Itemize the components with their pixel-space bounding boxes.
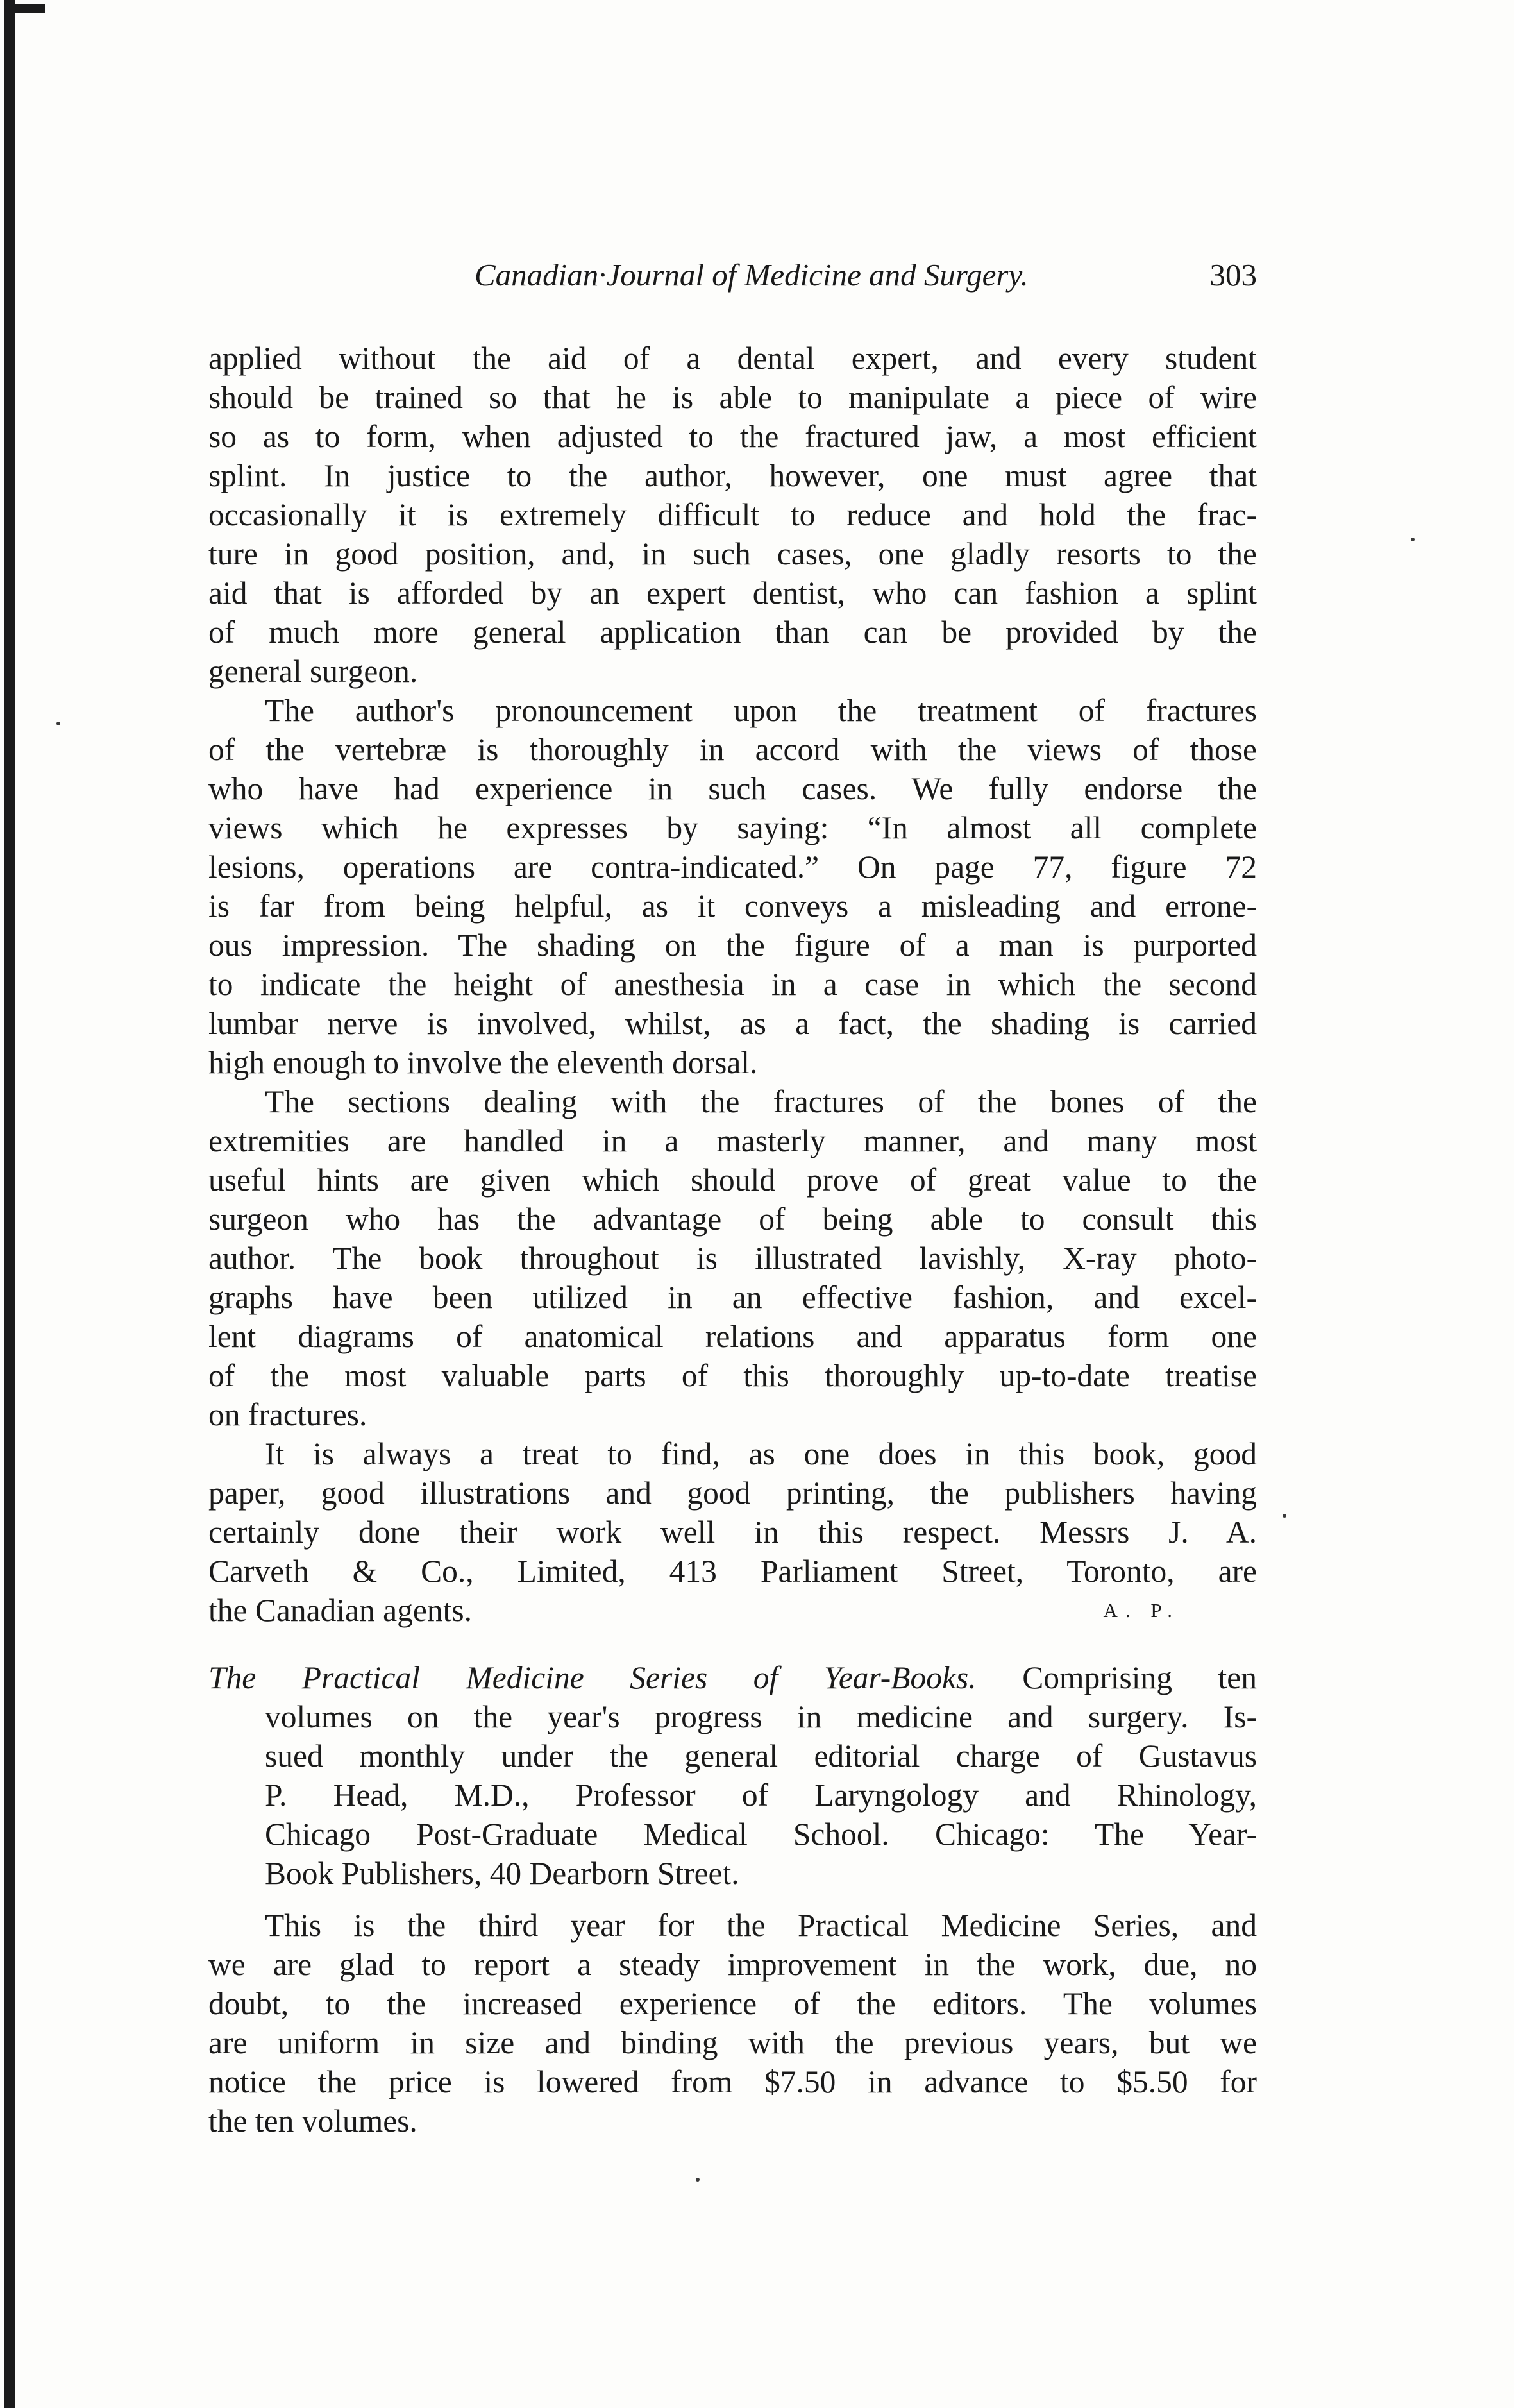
text-line: useful hints are given which should prove of great value to the (208, 1162, 1257, 1198)
reviewer-initials: A. P. (1103, 1599, 1180, 1622)
text-line: splint. In justice to the author, however, one must agree that (208, 458, 1257, 493)
review-practical-medicine-series (208, 1658, 1257, 2141)
running-header (475, 257, 1257, 308)
text-line: of much more general application than can be provided by the (208, 615, 1257, 650)
text-line: views which he expresses by saying: “In almost all complete (208, 810, 1257, 845)
text-line: occasionally it is extremely difficult to reduce and hold the frac- (208, 497, 1257, 532)
text-line: sued monthly under the general editorial charge of Gustavus (265, 1738, 1257, 1774)
text-line: Chicago Post-Graduate Medical School. Chicago: The Year- (265, 1817, 1257, 1852)
binding-edge-notch (15, 4, 45, 13)
text-line: of the vertebræ is thoroughly in accord with the views of those (208, 732, 1257, 767)
text-line: doubt, to the increased experience of the editors. The volumes (208, 1986, 1257, 2021)
text-line: aid that is afforded by an expert dentist, who can fashion a splint (208, 575, 1257, 611)
text-line: It is always a treat to find, as one does in this book, good (265, 1436, 1257, 1471)
text-line: extremities are handled in a masterly manner, and many most (208, 1123, 1257, 1158)
text-line: should be trained so that he is able to manipulate a piece of wire (208, 380, 1257, 415)
text-line: high enough to involve the eleventh dorsal. (208, 1045, 758, 1080)
book-title: The Practical Medicine Series of Year-Books. (208, 1660, 977, 1695)
text-line: is far from being helpful, as it conveys a misleading and errone- (208, 888, 1257, 924)
text-line: who have had experience in such cases. We fully endorse the (208, 771, 1257, 806)
entry-text: Comprising ten (976, 1660, 1257, 1695)
text-line-end: the Canadian agents. (208, 1593, 472, 1628)
text-line: This is the third year for the Practical Medicine Series, and (265, 1908, 1257, 1943)
text-line: so as to form, when adjusted to the fractured jaw, a most efficient (208, 419, 1257, 454)
text-line: Carveth & Co., Limited, 413 Parliament Street, Toronto, are (208, 1554, 1257, 1589)
text-line: The author's pronouncement upon the treatment of fractures (265, 693, 1257, 728)
text-line: to indicate the height of anesthesia in a case in which the second (208, 967, 1257, 1002)
bibliographic-entry-first-line (208, 1658, 1257, 1697)
text-line: general surgeon. (208, 654, 418, 689)
text-line: surgeon who has the advantage of being able to consult this (208, 1201, 1257, 1237)
text-line: on fractures. (208, 1397, 367, 1432)
paragraph-gap (208, 1893, 1257, 1906)
text-line: are uniform in size and binding with the previous years, but we (208, 2025, 1257, 2060)
print-speck (56, 722, 60, 725)
text-line: paper, good illustrations and good printing, the publishers having (208, 1475, 1257, 1511)
print-speck (696, 2178, 700, 2182)
text-line: volumes on the year's progress in medicine and surgery. Is- (265, 1699, 1257, 1734)
text-line: P. Head, M.D., Professor of Laryngology and Rhinology, (265, 1777, 1257, 1813)
text-line: graphs have been utilized in an effective fashion, and excel- (208, 1280, 1257, 1315)
text-line: Book Publishers, 40 Dearborn Street. (265, 1856, 739, 1891)
text-line: notice the price is lowered from $7.50 in advance to $5.50 for (208, 2064, 1257, 2099)
text-line: The sections dealing with the fractures of the bones of the (265, 1084, 1257, 1119)
text-line: lumbar nerve is involved, whilst, as a fact, the shading is carried (208, 1006, 1257, 1041)
text-line: author. The book throughout is illustrated lavishly, X-ray photo- (208, 1241, 1257, 1276)
binding-edge (4, 0, 15, 2408)
text-line: of the most valuable parts of this thoroughly up-to-date treatise (208, 1358, 1257, 1393)
text-line: ture in good position, and, in such cases, one gladly resorts to the (208, 536, 1257, 572)
page-number: 303 (1209, 257, 1257, 293)
text-line: applied without the aid of a dental expert, and every student (208, 341, 1257, 376)
text-line: lent diagrams of anatomical relations and apparatus form one (208, 1319, 1257, 1354)
text-line-with-signature (208, 1591, 1257, 1630)
print-speck (1283, 1514, 1286, 1518)
review-fractures (208, 339, 1257, 1630)
print-speck (1411, 538, 1415, 541)
running-title: Canadian·Journal of Medicine and Surgery. (475, 257, 1029, 293)
text-line: ous impression. The shading on the figure of a man is purported (208, 928, 1257, 963)
text-line: the ten volumes. (208, 2103, 417, 2139)
text-line: lesions, operations are contra-indicated.” On page 77, figure 72 (208, 849, 1257, 885)
text-line: certainly done their work well in this respect. Messrs J. A. (208, 1514, 1257, 1550)
text-line: we are glad to report a steady improvement in the work, due, no (208, 1947, 1257, 1982)
